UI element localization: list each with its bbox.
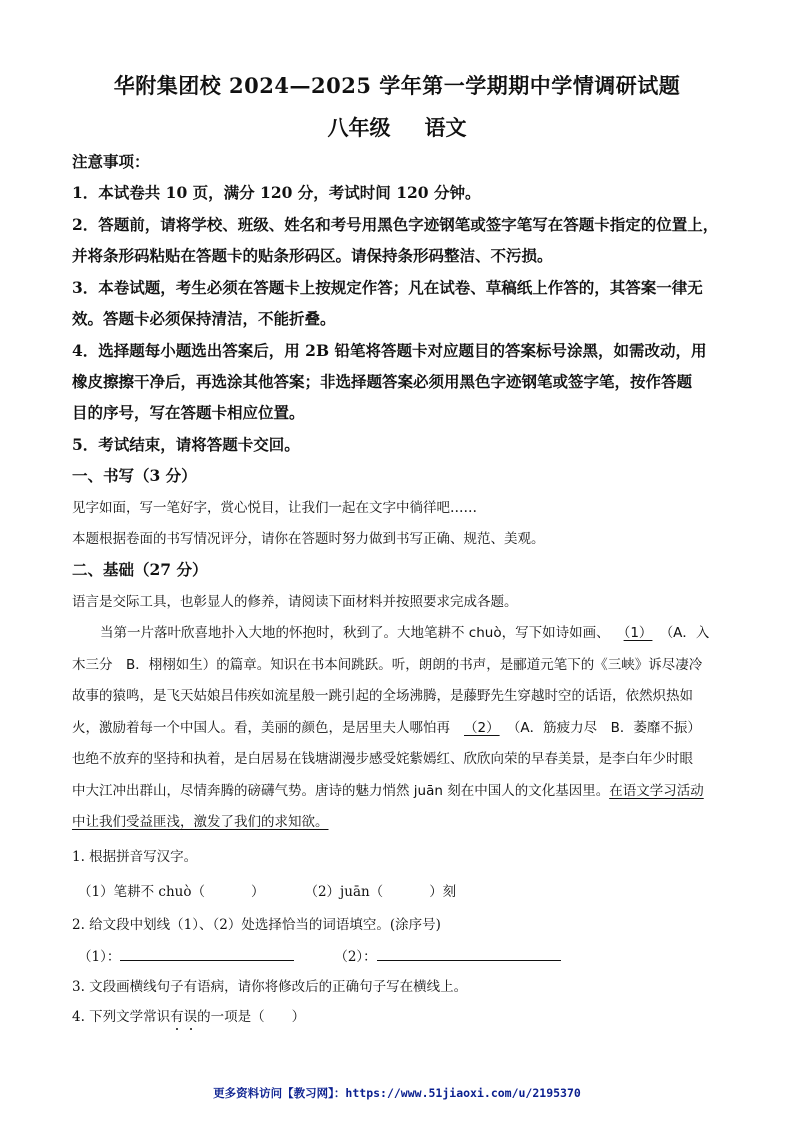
passage-blank-2: （2） [464, 720, 500, 736]
answer-line-2[interactable] [377, 946, 561, 961]
question-1-items: （1）笔耕不 chuò（ ） （2）juān（ ）刻 [78, 884, 457, 900]
subject-label: 语文 [424, 115, 467, 140]
passage-line-2: 木三分 B．栩栩如生）的篇章。知识在书本间跳跃。听，朗朗的书声，是郦道元笔下的《三峡》诉尽凄冷 [72, 657, 703, 673]
notice-item-2b: 并将条形码粘贴在答题卡的贴条形码区。请保持条形码整洁、不污损。 [72, 246, 553, 265]
exam-subtitle [0, 112, 794, 142]
question-2: 2. 给文段中划线（1）、（2）处选择恰当的词语填空。(涂序号) [72, 917, 441, 933]
notice-item-1: 1．本试卷共 10 页，满分 120 分，考试时间 120 分钟。 [72, 183, 481, 202]
notice-item-4a: 4．选择题每小题选出答案后，用 2B 铅笔将答题卡对应题目的答案标号涂黑，如需改动，用 [72, 341, 707, 360]
emphasis-char-1: 有 [170, 1009, 184, 1025]
notice-heading: 注意事项： [72, 152, 150, 171]
passage-blank-1: （1） [623, 625, 653, 641]
emphasis-char-2: 误 [183, 1009, 198, 1025]
section1-paragraph-2: 本题根据卷面的书写情况评分，请你在答题时努力做到书写正确、规范、美观。 [72, 531, 545, 547]
passage-line-7 [72, 810, 732, 830]
question-2-answers: （1）： （2）： [78, 945, 738, 965]
passage-line-3: 故事的猿鸣，是飞天姑娘吕伟疾如流星般一跳引起的全场沸腾，是藤野先生穿越时空的话语，依然炽热如 [72, 688, 693, 704]
notice-item-4c: 目的序号，写在答题卡相应位置。 [72, 403, 305, 422]
footer-link[interactable]: 更多资料访问【教习网】：https://www.51jiaoxi.com/u/2195370 [213, 1086, 581, 1100]
notice-item-5: 5．考试结束，请将答题卡交回。 [72, 435, 300, 454]
notice-item-4b: 橡皮擦擦干净后，再选涂其他答案；非选择题答案必须用黑色字迹钢笔或签字笔，按作答题 [72, 372, 693, 391]
notice-item-3a: 3．本卷试题，考生必须在答题卡上按规定作答；凡在试卷、草稿纸上作答的，其答案一律无 [72, 278, 703, 297]
question-1: 1. 根据拼音写汉字。 [72, 849, 198, 865]
passage-line-1: 当第一片落叶欣喜地扑入大地的怀抱时，秋到了。大地笔耕不 chuò，写下如诗如画、 （1） （A．入 [100, 625, 710, 641]
section1-paragraph-1: 见字如面，写一笔好字，赏心悦目，让我们一起在文字中徜徉吧…… [72, 500, 477, 516]
underlined-sentence-part-1: 在语文学习活动 [609, 783, 704, 799]
question-3: 3. 文段画横线句子有语病，请你将修改后的正确句子写在横线上。 [72, 979, 468, 995]
question-4: 4. 下列文学常识有误的一项是（ ） [72, 1009, 306, 1025]
section2-heading: 二、基础（27 分） [72, 560, 208, 579]
section1-heading: 一、书写（3 分） [72, 466, 197, 485]
exam-title: 华附集团校 2024—2025 学年第一学期期中学情调研试题 [113, 73, 681, 98]
grade-label: 八年级 [327, 115, 391, 140]
section2-intro: 语言是交际工具，也彰显人的修养，请阅读下面材料并按照要求完成各题。 [72, 594, 518, 610]
answer-line-1[interactable] [120, 946, 294, 961]
underlined-sentence-part-2: 中让我们受益匪浅，激发了我们的求知欲。 [72, 814, 329, 830]
passage-line-6: 中大江冲出群山，尽情奔腾的磅礴气势。唐诗的魅力悄然 juān 刻在中国人的文化基因里。在语文学习活动 [72, 783, 704, 799]
notice-item-2a: 2．答题前，请将学校、班级、姓名和考号用黑色字迹钢笔或签字笔写在答题卡指定的位置上， [72, 215, 719, 234]
passage-line-5: 也绝不放弃的坚持和执着，是白居易在钱塘湖漫步感受姹紫嫣红、欣欣向荣的早春美景，是李白年少时眼 [72, 751, 693, 767]
notice-item-3b: 效。答题卡必须保持清洁，不能折叠。 [72, 309, 336, 328]
passage-line-4: 火，激励着每一个中国人。看，美丽的颜色，是居里夫人哪怕再 （2） （A．筋疲力尽 B．萎靡不振） [72, 720, 701, 736]
